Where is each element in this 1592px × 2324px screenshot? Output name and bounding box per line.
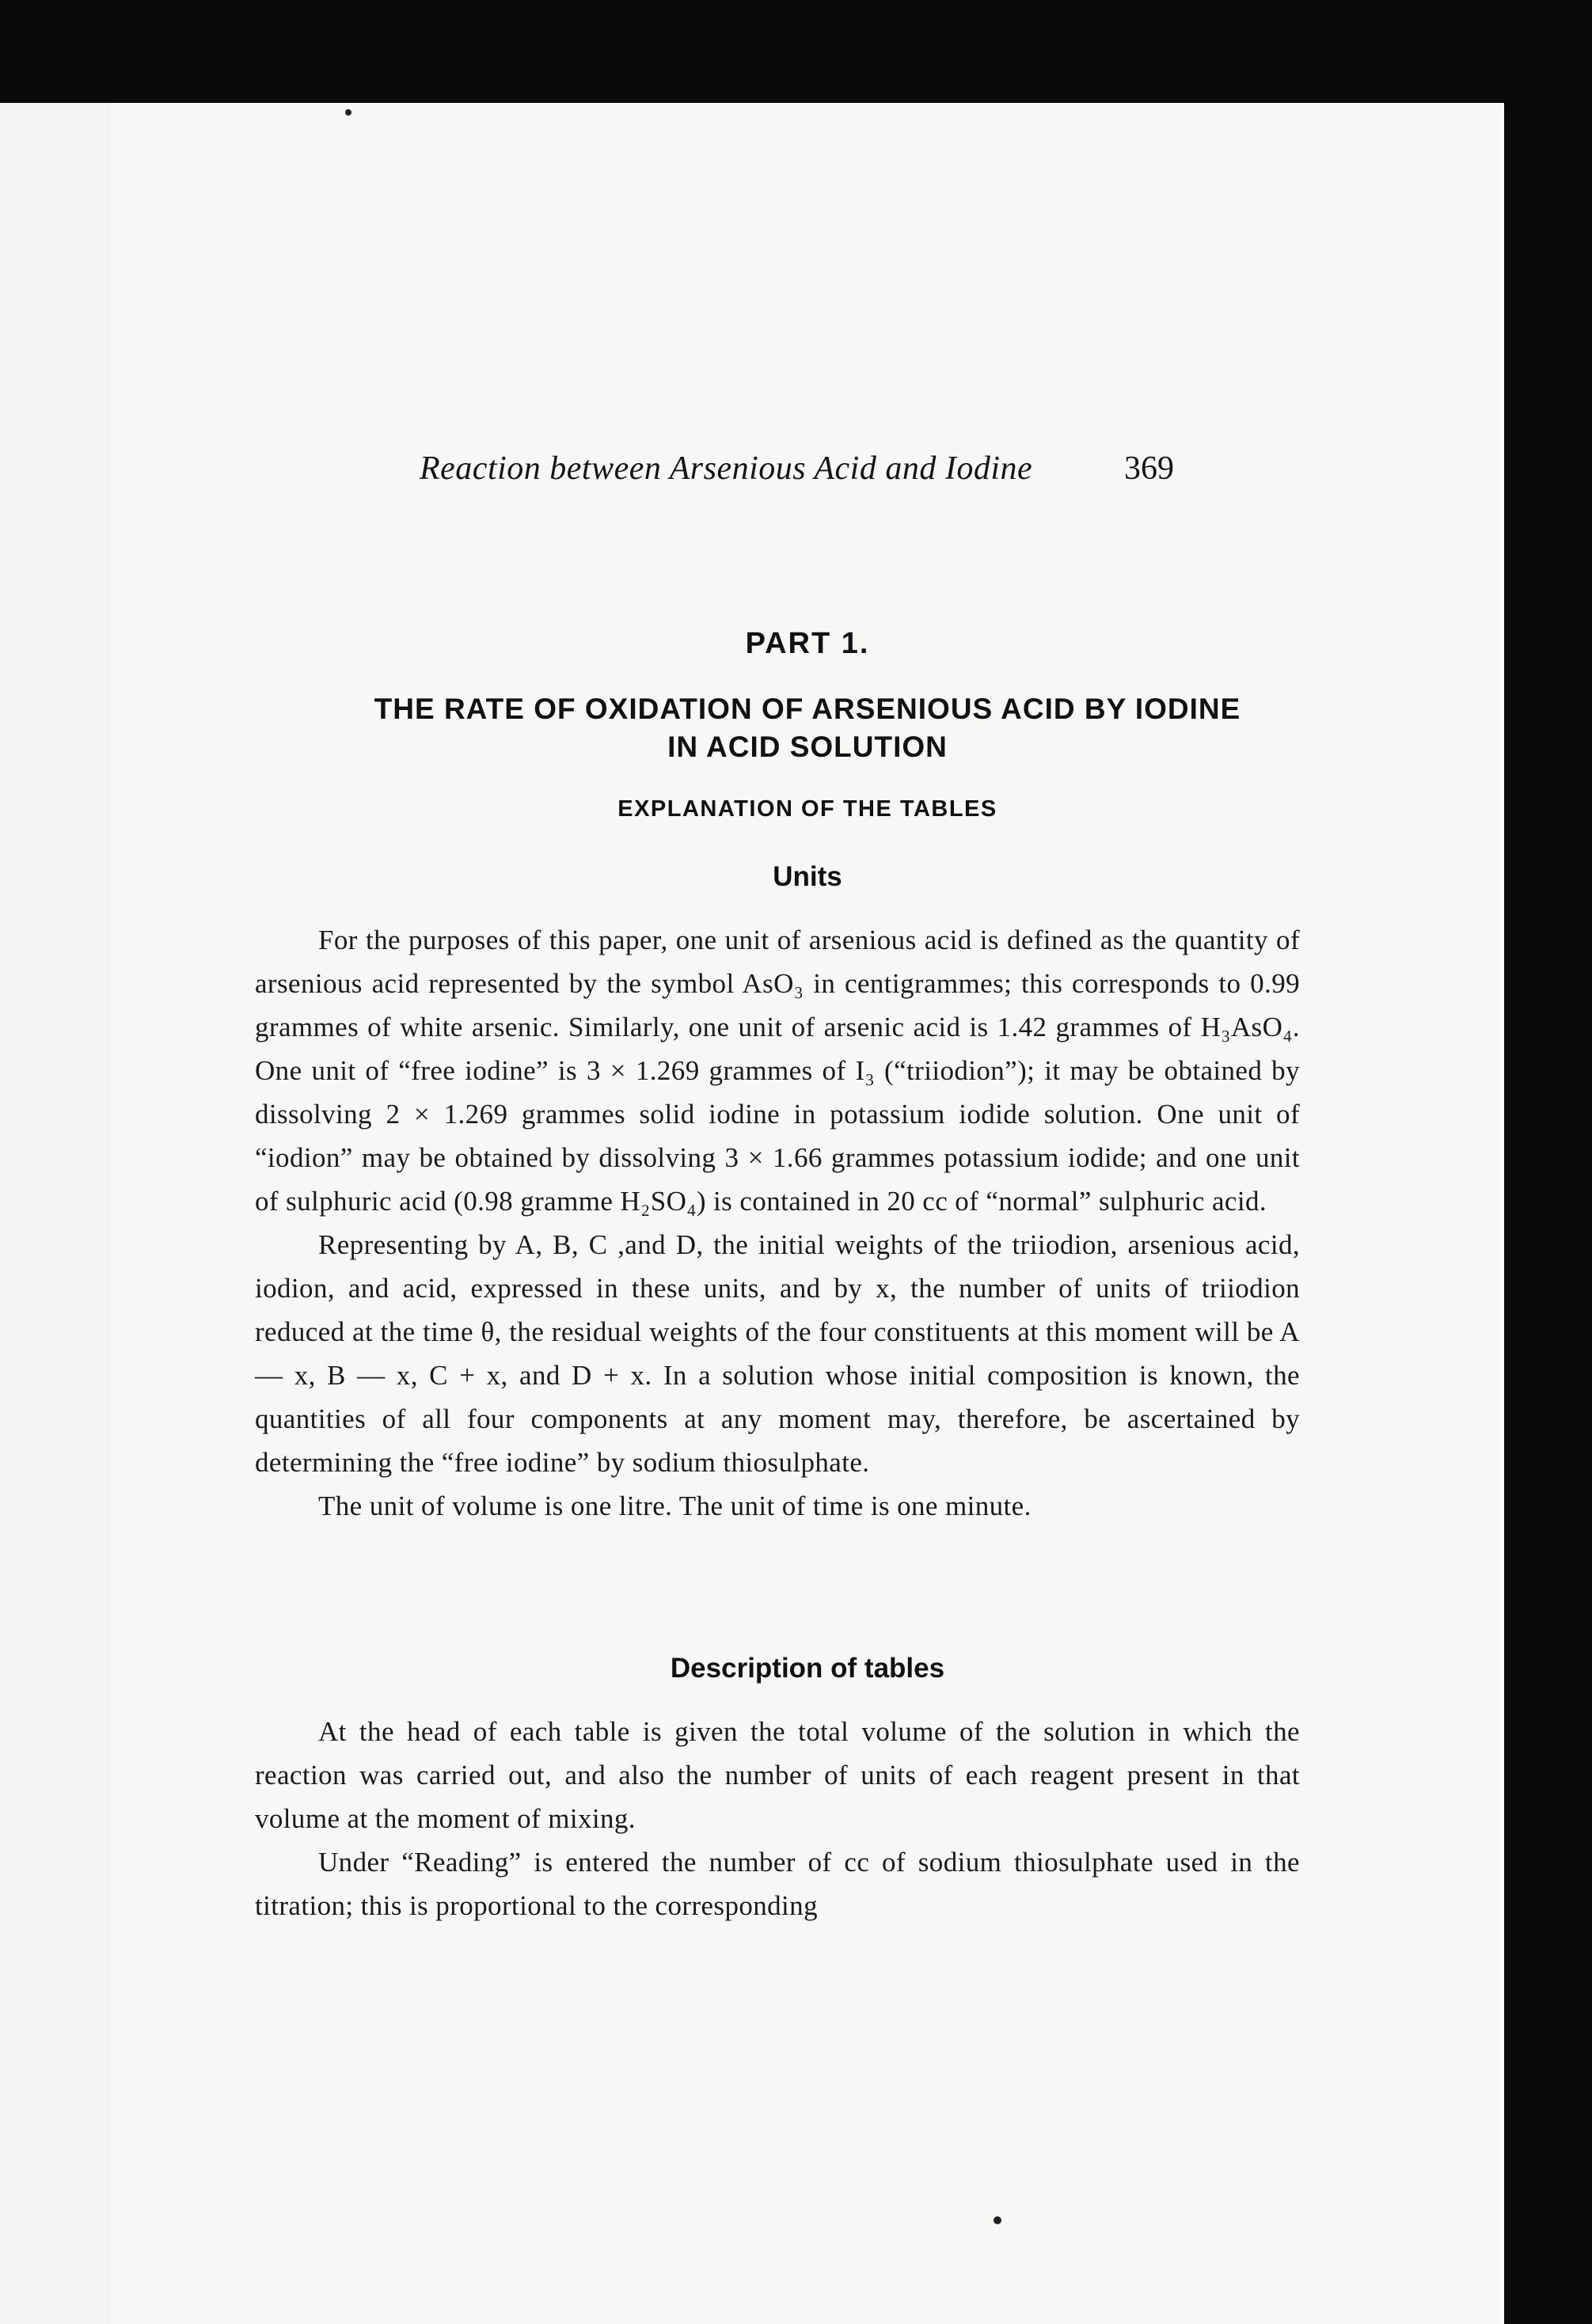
- speck-mark: [994, 2216, 1001, 2224]
- book-page: [111, 103, 1504, 2324]
- running-head: [111, 450, 1504, 497]
- tables-body: [255, 1710, 1300, 1927]
- explanation-heading: EXPLANATION OF THE TABLES: [617, 796, 997, 822]
- section-title: [111, 690, 1504, 766]
- facing-page-edge: [0, 103, 111, 2324]
- units-heading: Units: [773, 861, 842, 892]
- description-heading: Description of tables: [670, 1653, 945, 1684]
- paragraph: For the purposes of this paper, one unit of arsenious acid is defined as the quantity of arsenious acid represented by the symbol AsO₃ in centigrammes; this corresponds to 0.99 grammes of white arsenic. Similarly, one unit of arsenic acid is 1.42 grammes of H₃AsO₄. One unit of “free iodine” is 3 × 1.269 grammes of I₃ (“triiodion”); it may be obtained by dissolving 2 × 1.269 grammes solid iodine in potassium iodide solution. One unit of “iodion” may be obtained by dissolving 3 × 1.66 grammes potassium iodide; and one unit of sulphuric acid (0.98 gramme H₂SO₄) is contained in 20 cc of “normal” sulphuric acid.: [255, 925, 1300, 1217]
- speck-mark: [345, 109, 351, 116]
- paragraph: Representing by A, B, C ,and D, the initial weights of the triiodion, arsenious acid, iodion, and acid, expressed in these units, and by x, the number of units of triiodion reduced at the time θ, the residual weights of the four constituents at this moment will be A — x, B — x, C + x, and D + x. In a solution whose initial composition is known, the quantities of all four components at any moment may, therefore, be ascertained by determining the “free iodine” by sodium thiosulphate.: [255, 1229, 1300, 1478]
- page-number: 369: [1124, 450, 1174, 487]
- units-body: [255, 918, 1300, 1528]
- section-title-line-2: IN ACID SOLUTION: [667, 731, 948, 763]
- section-title-line-1: THE RATE OF OXIDATION OF ARSENIOUS ACID BY IODINE: [374, 693, 1241, 725]
- running-title: Reaction between Arsenious Acid and Iodine: [420, 450, 1033, 487]
- paragraph: At the head of each table is given the total volume of the solution in which the reaction was carried out, and also the number of units of each reagent present in that volume at the moment of mixing.: [255, 1716, 1300, 1834]
- part-heading: PART 1.: [745, 627, 870, 660]
- paragraph: The unit of volume is one litre. The unit of time is one minute.: [318, 1490, 1032, 1521]
- paragraph: Under “Reading” is entered the number of cc of sodium thiosulphate used in the titration; this is proportional to the corresponding: [255, 1847, 1300, 1921]
